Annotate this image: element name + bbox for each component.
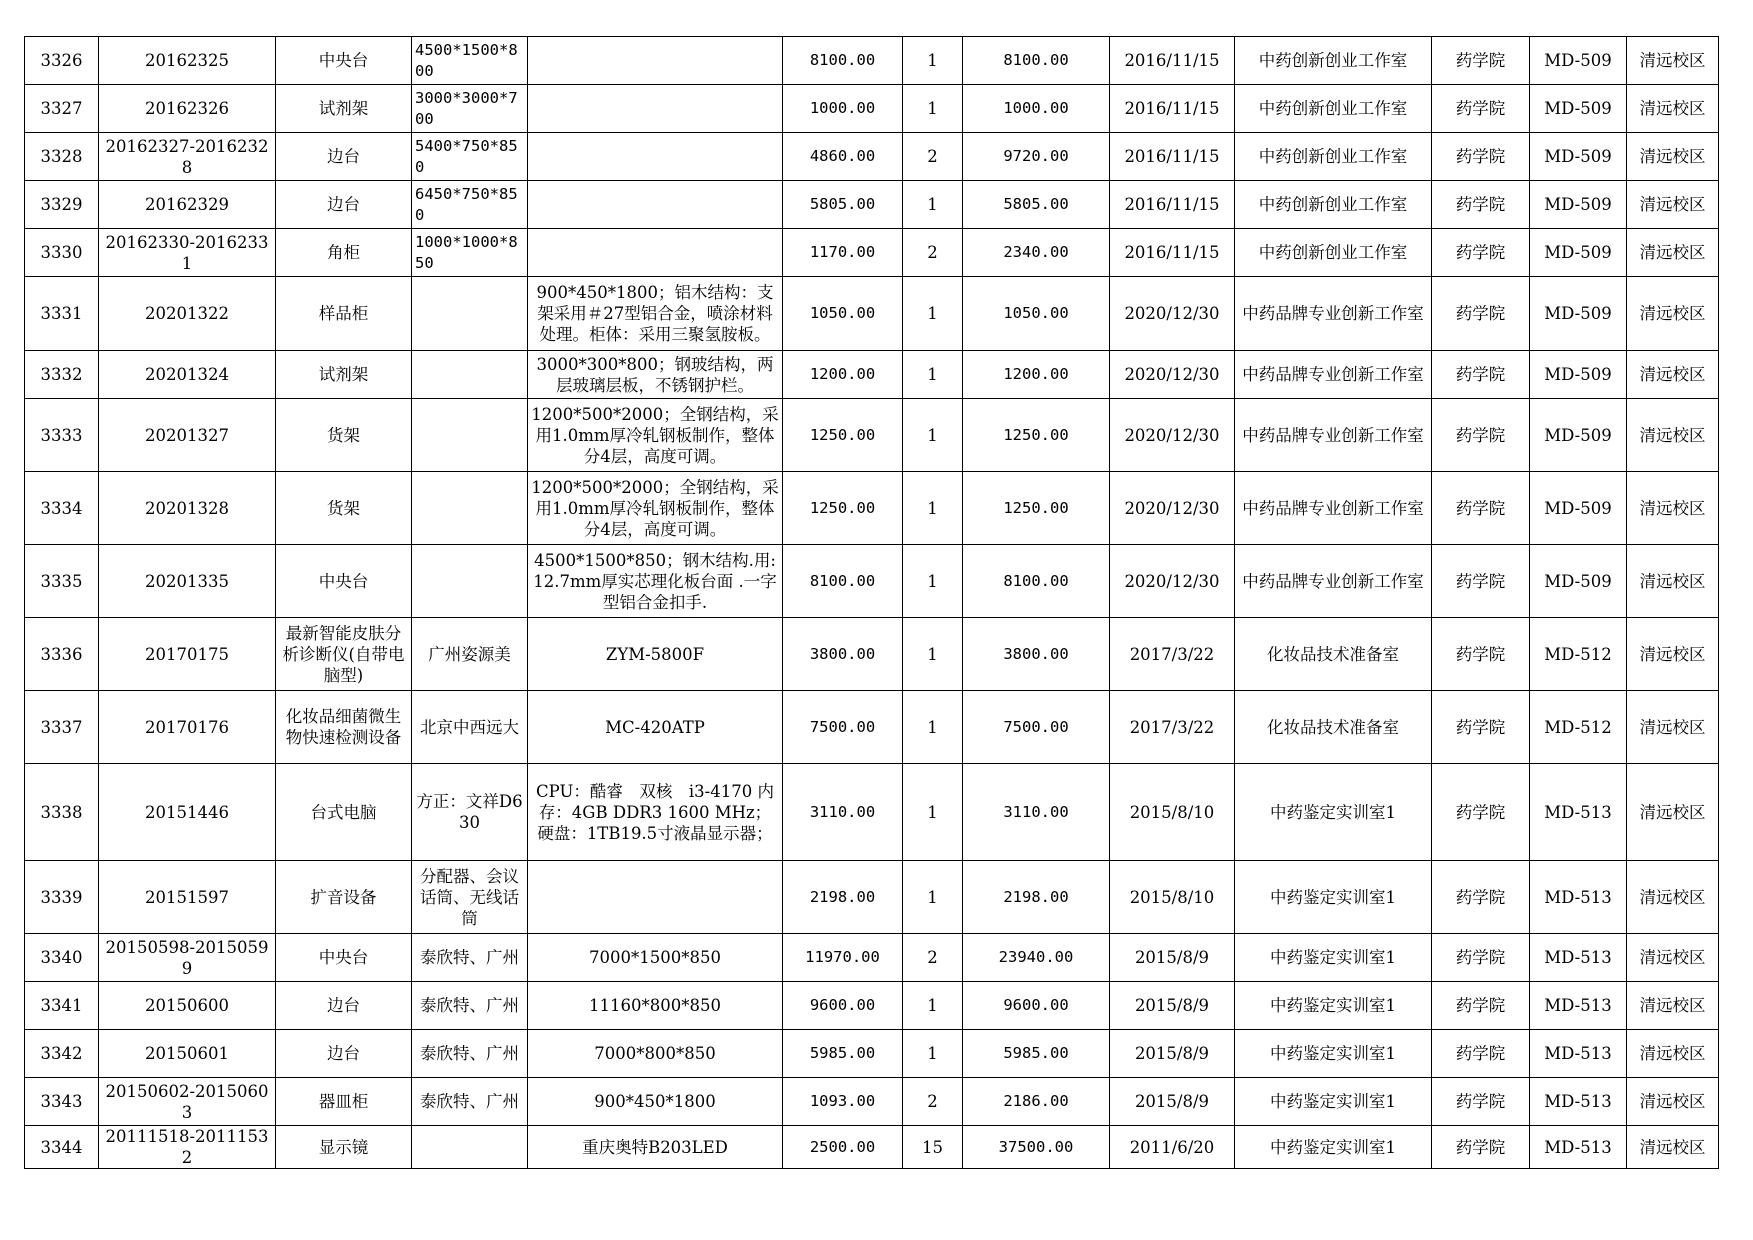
cell-name: 试剂架 [276, 85, 412, 133]
cell-location: MD-509 [1530, 181, 1627, 229]
cell-number: 3330 [25, 229, 99, 277]
cell-brand: 泰欣特、广州 [412, 934, 528, 982]
cell-brand: 6450*750*850 [412, 181, 528, 229]
cell-spec: 7000*800*850 [528, 1030, 783, 1078]
cell-department: 药学院 [1432, 618, 1530, 691]
cell-total: 9720.00 [963, 133, 1110, 181]
cell-spec: MC-420ATP [528, 691, 783, 764]
cell-date: 2015/8/9 [1110, 934, 1235, 982]
cell-unit-price: 8100.00 [783, 37, 903, 85]
cell-quantity: 1 [903, 861, 963, 934]
table-row [25, 1078, 1719, 1126]
cell-unit-price: 8100.00 [783, 545, 903, 618]
cell-location: MD-513 [1530, 764, 1627, 861]
cell-number: 3338 [25, 764, 99, 861]
cell-total: 1200.00 [963, 351, 1110, 399]
cell-asset-id: 20150598-20150599 [99, 934, 276, 982]
asset-table [24, 36, 1719, 1169]
cell-location: MD-509 [1530, 133, 1627, 181]
cell-campus: 清远校区 [1627, 545, 1719, 618]
cell-unit-price: 11970.00 [783, 934, 903, 982]
cell-brand: 泰欣特、广州 [412, 1030, 528, 1078]
cell-brand: 泰欣特、广州 [412, 982, 528, 1030]
cell-brand: 广州姿源美 [412, 618, 528, 691]
cell-campus: 清远校区 [1627, 1078, 1719, 1126]
cell-name: 显示镜 [276, 1126, 412, 1169]
cell-campus: 清远校区 [1627, 764, 1719, 861]
table-row [25, 181, 1719, 229]
cell-location: MD-513 [1530, 1030, 1627, 1078]
cell-total: 1250.00 [963, 472, 1110, 545]
cell-asset-id: 20162330-20162331 [99, 229, 276, 277]
cell-number: 3332 [25, 351, 99, 399]
cell-brand: 3000*3000*700 [412, 85, 528, 133]
cell-spec: 重庆奥特B203LED [528, 1126, 783, 1169]
cell-spec: ZYM-5800F [528, 618, 783, 691]
cell-asset-id: 20170175 [99, 618, 276, 691]
cell-total: 1050.00 [963, 277, 1110, 351]
cell-date: 2020/12/30 [1110, 399, 1235, 472]
cell-unit-price: 1093.00 [783, 1078, 903, 1126]
cell-name: 边台 [276, 982, 412, 1030]
cell-campus: 清远校区 [1627, 861, 1719, 934]
table-row [25, 934, 1719, 982]
cell-total: 2198.00 [963, 861, 1110, 934]
cell-number: 3344 [25, 1126, 99, 1169]
cell-location: MD-509 [1530, 472, 1627, 545]
cell-quantity: 1 [903, 85, 963, 133]
cell-quantity: 1 [903, 691, 963, 764]
cell-room: 化妆品技术准备室 [1235, 691, 1432, 764]
cell-department: 药学院 [1432, 691, 1530, 764]
cell-unit-price: 1200.00 [783, 351, 903, 399]
cell-asset-id: 20201328 [99, 472, 276, 545]
cell-number: 3334 [25, 472, 99, 545]
cell-brand: 5400*750*850 [412, 133, 528, 181]
cell-number: 3336 [25, 618, 99, 691]
cell-campus: 清远校区 [1627, 982, 1719, 1030]
cell-campus: 清远校区 [1627, 1030, 1719, 1078]
cell-name: 扩音设备 [276, 861, 412, 934]
cell-date: 2015/8/10 [1110, 861, 1235, 934]
cell-department: 药学院 [1432, 764, 1530, 861]
cell-brand: 1000*1000*850 [412, 229, 528, 277]
cell-unit-price: 4860.00 [783, 133, 903, 181]
cell-brand [412, 277, 528, 351]
cell-total: 37500.00 [963, 1126, 1110, 1169]
table-row [25, 982, 1719, 1030]
cell-room: 中药鉴定实训室1 [1235, 764, 1432, 861]
cell-room: 中药创新创业工作室 [1235, 85, 1432, 133]
cell-department: 药学院 [1432, 351, 1530, 399]
cell-total: 7500.00 [963, 691, 1110, 764]
cell-name: 样品柜 [276, 277, 412, 351]
cell-spec: 1200*500*2000；全钢结构，采用1.0mm厚冷轧钢板制作，整体分4层，高度可调。 [528, 399, 783, 472]
cell-asset-id: 20151446 [99, 764, 276, 861]
cell-quantity: 1 [903, 764, 963, 861]
table-row [25, 351, 1719, 399]
cell-date: 2016/11/15 [1110, 37, 1235, 85]
cell-location: MD-513 [1530, 1078, 1627, 1126]
cell-date: 2016/11/15 [1110, 229, 1235, 277]
cell-spec: 7000*1500*850 [528, 934, 783, 982]
cell-location: MD-512 [1530, 618, 1627, 691]
table-row [25, 1126, 1719, 1169]
cell-name: 中央台 [276, 37, 412, 85]
cell-asset-id: 20111518-20111532 [99, 1126, 276, 1169]
cell-quantity: 2 [903, 229, 963, 277]
cell-name: 试剂架 [276, 351, 412, 399]
cell-number: 3327 [25, 85, 99, 133]
cell-unit-price: 5985.00 [783, 1030, 903, 1078]
cell-name: 台式电脑 [276, 764, 412, 861]
cell-campus: 清远校区 [1627, 399, 1719, 472]
cell-quantity: 1 [903, 399, 963, 472]
table-row [25, 85, 1719, 133]
cell-department: 药学院 [1432, 181, 1530, 229]
cell-asset-id: 20162327-20162328 [99, 133, 276, 181]
cell-brand: 方正：文祥D630 [412, 764, 528, 861]
cell-unit-price: 7500.00 [783, 691, 903, 764]
cell-quantity: 2 [903, 133, 963, 181]
cell-spec: CPU：酷睿 双核 i3-4170 内存：4GB DDR3 1600 MHz；硬盘：1TB19.5寸液晶显示器； [528, 764, 783, 861]
cell-spec: 1200*500*2000；全钢结构，采用1.0mm厚冷轧钢板制作，整体分4层，高度可调。 [528, 472, 783, 545]
cell-location: MD-513 [1530, 934, 1627, 982]
cell-campus: 清远校区 [1627, 691, 1719, 764]
cell-asset-id: 20162326 [99, 85, 276, 133]
table-row [25, 861, 1719, 934]
table-row [25, 133, 1719, 181]
cell-location: MD-509 [1530, 277, 1627, 351]
cell-name: 器皿柜 [276, 1078, 412, 1126]
cell-spec: 3000*300*800；钢玻结构，两层玻璃层板，不锈钢护栏。 [528, 351, 783, 399]
cell-department: 药学院 [1432, 229, 1530, 277]
cell-room: 中药品牌专业创新工作室 [1235, 472, 1432, 545]
cell-number: 3333 [25, 399, 99, 472]
cell-total: 2186.00 [963, 1078, 1110, 1126]
cell-asset-id: 20162325 [99, 37, 276, 85]
cell-room: 化妆品技术准备室 [1235, 618, 1432, 691]
cell-spec [528, 181, 783, 229]
cell-date: 2016/11/15 [1110, 133, 1235, 181]
cell-name: 中央台 [276, 934, 412, 982]
cell-date: 2011/6/20 [1110, 1126, 1235, 1169]
cell-campus: 清远校区 [1627, 229, 1719, 277]
cell-room: 中药创新创业工作室 [1235, 229, 1432, 277]
cell-date: 2015/8/9 [1110, 1078, 1235, 1126]
table-row [25, 545, 1719, 618]
cell-total: 3110.00 [963, 764, 1110, 861]
cell-number: 3335 [25, 545, 99, 618]
table-row [25, 277, 1719, 351]
cell-department: 药学院 [1432, 1030, 1530, 1078]
cell-campus: 清远校区 [1627, 351, 1719, 399]
cell-room: 中药品牌专业创新工作室 [1235, 351, 1432, 399]
cell-campus: 清远校区 [1627, 618, 1719, 691]
cell-quantity: 1 [903, 618, 963, 691]
cell-room: 中药鉴定实训室1 [1235, 1030, 1432, 1078]
cell-number: 3329 [25, 181, 99, 229]
cell-quantity: 1 [903, 37, 963, 85]
table-row [25, 764, 1719, 861]
cell-quantity: 2 [903, 1078, 963, 1126]
cell-spec: 900*450*1800；铝木结构：支架采用＃27型铝合金，喷涂材料处理。柜体：采用三聚氢胺板。 [528, 277, 783, 351]
table-row [25, 37, 1719, 85]
cell-location: MD-509 [1530, 85, 1627, 133]
cell-unit-price: 5805.00 [783, 181, 903, 229]
cell-total: 2340.00 [963, 229, 1110, 277]
cell-campus: 清远校区 [1627, 934, 1719, 982]
cell-department: 药学院 [1432, 472, 1530, 545]
cell-campus: 清远校区 [1627, 181, 1719, 229]
cell-department: 药学院 [1432, 545, 1530, 618]
cell-quantity: 1 [903, 472, 963, 545]
cell-quantity: 2 [903, 934, 963, 982]
cell-name: 边台 [276, 133, 412, 181]
cell-asset-id: 20201327 [99, 399, 276, 472]
cell-name: 化妆品细菌微生物快速检测设备 [276, 691, 412, 764]
cell-total: 1250.00 [963, 399, 1110, 472]
cell-unit-price: 1250.00 [783, 399, 903, 472]
cell-total: 5805.00 [963, 181, 1110, 229]
cell-room: 中药创新创业工作室 [1235, 133, 1432, 181]
cell-brand [412, 472, 528, 545]
cell-campus: 清远校区 [1627, 277, 1719, 351]
cell-asset-id: 20150601 [99, 1030, 276, 1078]
cell-spec: 900*450*1800 [528, 1078, 783, 1126]
cell-department: 药学院 [1432, 37, 1530, 85]
cell-asset-id: 20201335 [99, 545, 276, 618]
cell-asset-id: 20151597 [99, 861, 276, 934]
cell-total: 23940.00 [963, 934, 1110, 982]
cell-number: 3331 [25, 277, 99, 351]
cell-brand: 北京中西远大 [412, 691, 528, 764]
cell-brand [412, 545, 528, 618]
cell-room: 中药品牌专业创新工作室 [1235, 545, 1432, 618]
cell-quantity: 15 [903, 1126, 963, 1169]
cell-room: 中药鉴定实训室1 [1235, 1126, 1432, 1169]
cell-room: 中药鉴定实训室1 [1235, 934, 1432, 982]
cell-number: 3328 [25, 133, 99, 181]
cell-number: 3341 [25, 982, 99, 1030]
cell-campus: 清远校区 [1627, 85, 1719, 133]
cell-name: 货架 [276, 399, 412, 472]
cell-location: MD-509 [1530, 351, 1627, 399]
cell-room: 中药创新创业工作室 [1235, 181, 1432, 229]
table-row [25, 472, 1719, 545]
cell-unit-price: 1170.00 [783, 229, 903, 277]
cell-room: 中药创新创业工作室 [1235, 37, 1432, 85]
cell-quantity: 1 [903, 351, 963, 399]
cell-brand [412, 399, 528, 472]
cell-date: 2016/11/15 [1110, 181, 1235, 229]
cell-quantity: 1 [903, 181, 963, 229]
cell-number: 3343 [25, 1078, 99, 1126]
cell-date: 2017/3/22 [1110, 618, 1235, 691]
cell-asset-id: 20150600 [99, 982, 276, 1030]
table-row [25, 618, 1719, 691]
cell-quantity: 1 [903, 277, 963, 351]
cell-campus: 清远校区 [1627, 133, 1719, 181]
cell-spec [528, 861, 783, 934]
cell-spec [528, 133, 783, 181]
cell-total: 1000.00 [963, 85, 1110, 133]
cell-asset-id: 20150602-20150603 [99, 1078, 276, 1126]
cell-unit-price: 3110.00 [783, 764, 903, 861]
cell-campus: 清远校区 [1627, 37, 1719, 85]
cell-asset-id: 20162329 [99, 181, 276, 229]
cell-brand: 泰欣特、广州 [412, 1078, 528, 1126]
cell-date: 2016/11/15 [1110, 85, 1235, 133]
cell-unit-price: 1000.00 [783, 85, 903, 133]
cell-brand [412, 1126, 528, 1169]
cell-number: 3339 [25, 861, 99, 934]
cell-total: 8100.00 [963, 37, 1110, 85]
cell-total: 5985.00 [963, 1030, 1110, 1078]
cell-department: 药学院 [1432, 399, 1530, 472]
cell-spec [528, 37, 783, 85]
cell-asset-id: 20170176 [99, 691, 276, 764]
cell-brand: 4500*1500*800 [412, 37, 528, 85]
cell-quantity: 1 [903, 982, 963, 1030]
cell-spec [528, 229, 783, 277]
cell-name: 角柜 [276, 229, 412, 277]
cell-number: 3337 [25, 691, 99, 764]
cell-date: 2020/12/30 [1110, 545, 1235, 618]
cell-total: 9600.00 [963, 982, 1110, 1030]
cell-location: MD-513 [1530, 1126, 1627, 1169]
cell-location: MD-509 [1530, 545, 1627, 618]
cell-quantity: 1 [903, 1030, 963, 1078]
cell-department: 药学院 [1432, 1126, 1530, 1169]
cell-unit-price: 9600.00 [783, 982, 903, 1030]
cell-name: 中央台 [276, 545, 412, 618]
cell-room: 中药品牌专业创新工作室 [1235, 399, 1432, 472]
cell-department: 药学院 [1432, 1078, 1530, 1126]
cell-unit-price: 3800.00 [783, 618, 903, 691]
cell-campus: 清远校区 [1627, 472, 1719, 545]
cell-date: 2020/12/30 [1110, 277, 1235, 351]
cell-number: 3342 [25, 1030, 99, 1078]
cell-spec: 11160*800*850 [528, 982, 783, 1030]
cell-unit-price: 2198.00 [783, 861, 903, 934]
cell-department: 药学院 [1432, 861, 1530, 934]
cell-location: MD-513 [1530, 861, 1627, 934]
cell-total: 3800.00 [963, 618, 1110, 691]
cell-room: 中药鉴定实训室1 [1235, 982, 1432, 1030]
cell-room: 中药鉴定实训室1 [1235, 861, 1432, 934]
cell-asset-id: 20201322 [99, 277, 276, 351]
cell-department: 药学院 [1432, 982, 1530, 1030]
cell-room: 中药鉴定实训室1 [1235, 1078, 1432, 1126]
cell-spec [528, 85, 783, 133]
cell-location: MD-509 [1530, 37, 1627, 85]
cell-department: 药学院 [1432, 133, 1530, 181]
cell-department: 药学院 [1432, 934, 1530, 982]
cell-department: 药学院 [1432, 277, 1530, 351]
cell-date: 2020/12/30 [1110, 472, 1235, 545]
table-row [25, 399, 1719, 472]
cell-number: 3326 [25, 37, 99, 85]
table-body [25, 37, 1719, 1169]
cell-location: MD-512 [1530, 691, 1627, 764]
cell-unit-price: 1050.00 [783, 277, 903, 351]
cell-name: 货架 [276, 472, 412, 545]
cell-asset-id: 20201324 [99, 351, 276, 399]
cell-date: 2015/8/10 [1110, 764, 1235, 861]
cell-spec: 4500*1500*850；钢木结构.用:12.7mm厚实芯理化板台面 .一字型铝合金扣手. [528, 545, 783, 618]
cell-date: 2017/3/22 [1110, 691, 1235, 764]
cell-date: 2015/8/9 [1110, 1030, 1235, 1078]
cell-unit-price: 1250.00 [783, 472, 903, 545]
cell-brand [412, 351, 528, 399]
table-row [25, 229, 1719, 277]
cell-brand: 分配器、会议话筒、无线话筒 [412, 861, 528, 934]
cell-quantity: 1 [903, 545, 963, 618]
cell-location: MD-509 [1530, 399, 1627, 472]
cell-name: 边台 [276, 181, 412, 229]
cell-total: 8100.00 [963, 545, 1110, 618]
cell-campus: 清远校区 [1627, 1126, 1719, 1169]
cell-date: 2020/12/30 [1110, 351, 1235, 399]
cell-location: MD-513 [1530, 982, 1627, 1030]
cell-name: 边台 [276, 1030, 412, 1078]
cell-number: 3340 [25, 934, 99, 982]
cell-unit-price: 2500.00 [783, 1126, 903, 1169]
table-row [25, 1030, 1719, 1078]
cell-department: 药学院 [1432, 85, 1530, 133]
cell-location: MD-509 [1530, 229, 1627, 277]
cell-name: 最新智能皮肤分析诊断仪(自带电脑型) [276, 618, 412, 691]
cell-date: 2015/8/9 [1110, 982, 1235, 1030]
table-row [25, 691, 1719, 764]
cell-room: 中药品牌专业创新工作室 [1235, 277, 1432, 351]
